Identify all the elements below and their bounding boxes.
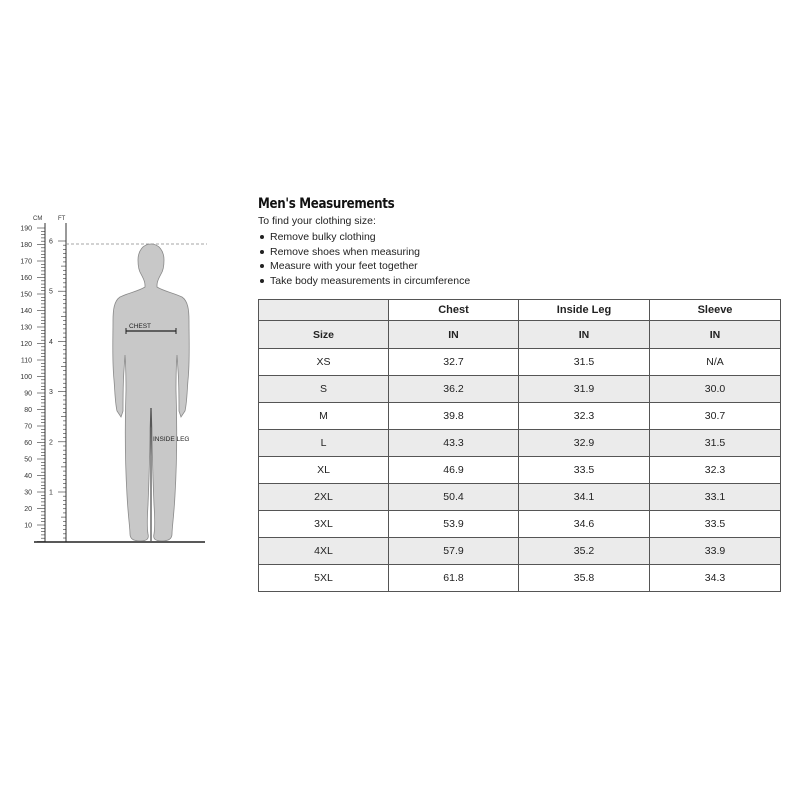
subheader-cell-unit: IN <box>389 321 519 349</box>
table-subheader-row <box>259 321 781 349</box>
header-cell-sleeve: Sleeve <box>650 300 781 321</box>
tips-list <box>258 230 470 289</box>
inside-leg-label: INSIDE LEG <box>153 436 190 443</box>
ft-tick-label: 1 <box>49 489 53 497</box>
inside-leg-cell: 34.1 <box>519 484 650 511</box>
inside-leg-cell: 35.2 <box>519 538 650 565</box>
sleeve-cell: 31.5 <box>650 430 781 457</box>
guide-title: Men's Measurements <box>258 196 395 212</box>
chest-cell: 50.4 <box>389 484 519 511</box>
inside-leg-cell: 32.9 <box>519 430 650 457</box>
sleeve-cell: 30.7 <box>650 403 781 430</box>
tip-item: Take body measurements in circumference <box>258 274 470 289</box>
cm-tick-label: 160 <box>20 275 32 282</box>
inside-leg-cell: 31.5 <box>519 349 650 376</box>
tip-item: Remove bulky clothing <box>258 230 470 245</box>
size-cell: 2XL <box>259 484 389 511</box>
bullet-icon <box>260 235 264 239</box>
cm-tick-label: 50 <box>24 456 32 464</box>
subheader-cell-size: Size <box>259 321 389 349</box>
chest-cell: 36.2 <box>389 376 519 403</box>
cm-tick-label: 80 <box>24 407 32 414</box>
chest-cell: 61.8 <box>389 565 519 592</box>
size-table <box>258 299 781 592</box>
table-row <box>259 457 781 484</box>
chest-cell: 57.9 <box>389 538 519 565</box>
table-row <box>259 511 781 538</box>
table-body <box>259 349 781 592</box>
bullet-icon <box>260 264 264 268</box>
header-cell-inside-leg: Inside Leg <box>519 300 650 321</box>
cm-tick-label: 90 <box>24 390 32 398</box>
cm-tick-label: 20 <box>24 506 32 513</box>
size-cell: 4XL <box>259 538 389 565</box>
cm-tick-label: 170 <box>20 258 32 266</box>
tip-item: Measure with your feet together <box>258 259 470 274</box>
cm-unit-label: CM <box>33 216 43 222</box>
table-row <box>259 538 781 565</box>
ft-tick-labels <box>49 239 53 497</box>
chest-cell: 32.7 <box>389 349 519 376</box>
cm-tick-label: 130 <box>20 324 32 332</box>
chest-label: CHEST <box>129 323 152 330</box>
cm-tick-label: 120 <box>20 341 32 348</box>
size-cell: S <box>259 376 389 403</box>
header-cell-blank <box>259 300 389 321</box>
cm-tick-label: 190 <box>20 225 32 233</box>
guide-intro: To find your clothing size: <box>258 215 376 227</box>
size-cell: XS <box>259 349 389 376</box>
cm-tick-label: 70 <box>24 423 32 431</box>
table-row <box>259 430 781 457</box>
cm-tick-label: 10 <box>24 522 32 530</box>
inside-leg-cell: 33.5 <box>519 457 650 484</box>
inside-leg-cell: 31.9 <box>519 376 650 403</box>
inside-leg-cell: 34.6 <box>519 511 650 538</box>
sleeve-cell: 33.5 <box>650 511 781 538</box>
cm-tick-label: 140 <box>20 308 32 315</box>
ft-ticks <box>58 241 66 538</box>
subheader-cell-unit: IN <box>519 321 650 349</box>
size-cell: 5XL <box>259 565 389 592</box>
sleeve-cell: 30.0 <box>650 376 781 403</box>
cm-tick-label: 30 <box>24 489 32 497</box>
inside-leg-cell: 35.8 <box>519 565 650 592</box>
tip-item: Remove shoes when measuring <box>258 245 470 260</box>
table-row <box>259 349 781 376</box>
cm-tick-labels <box>20 226 32 530</box>
measurement-figure <box>0 0 240 560</box>
bullet-icon <box>260 250 264 254</box>
sleeve-cell: 33.9 <box>650 538 781 565</box>
ft-tick-label: 2 <box>49 439 53 447</box>
size-cell: XL <box>259 457 389 484</box>
ft-tick-label: 6 <box>49 238 53 246</box>
ft-tick-label: 5 <box>49 288 53 296</box>
size-cell: L <box>259 430 389 457</box>
size-cell: 3XL <box>259 511 389 538</box>
chest-cell: 43.3 <box>389 430 519 457</box>
table-row <box>259 565 781 592</box>
ft-tick-label: 4 <box>49 338 53 346</box>
cm-tick-label: 40 <box>24 473 32 480</box>
table-header-row <box>259 300 781 321</box>
cm-tick-label: 110 <box>20 357 32 365</box>
sleeve-cell: N/A <box>650 349 781 376</box>
chest-cell: 39.8 <box>389 403 519 430</box>
header-cell-chest: Chest <box>389 300 519 321</box>
table-row <box>259 376 781 403</box>
inside-leg-cell: 32.3 <box>519 403 650 430</box>
ft-tick-label: 3 <box>49 389 53 397</box>
table-row <box>259 403 781 430</box>
table-row <box>259 484 781 511</box>
cm-tick-label: 150 <box>20 291 32 299</box>
sleeve-cell: 34.3 <box>650 565 781 592</box>
chest-cell: 53.9 <box>389 511 519 538</box>
cm-tick-label: 180 <box>20 242 32 249</box>
bullet-icon <box>260 279 264 283</box>
cm-ticks <box>37 228 45 542</box>
sleeve-cell: 32.3 <box>650 457 781 484</box>
size-cell: M <box>259 403 389 430</box>
sleeve-cell: 33.1 <box>650 484 781 511</box>
cm-tick-label: 60 <box>24 440 32 447</box>
chest-cell: 46.9 <box>389 457 519 484</box>
subheader-cell-unit: IN <box>650 321 781 349</box>
cm-tick-label: 100 <box>20 374 32 381</box>
ft-unit-label: FT <box>58 216 66 222</box>
